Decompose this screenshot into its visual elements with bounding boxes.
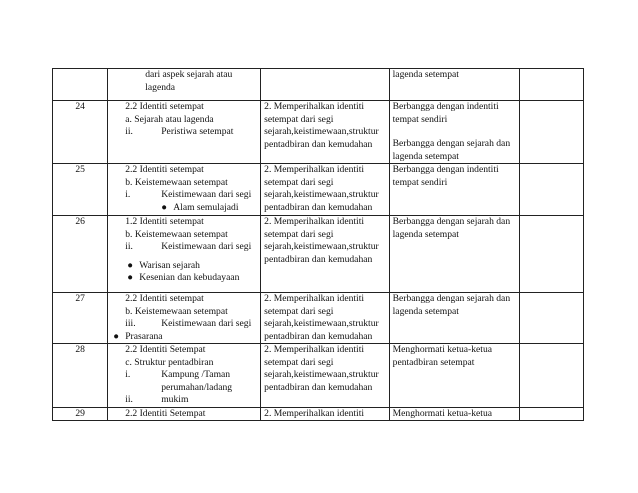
table-row [53,164,584,216]
week-number-cell [53,69,108,101]
skill-cell: 2. Memperihalkan identiti [261,407,390,421]
bullet-icon: ● [113,330,120,342]
value-cell: Berbangga dengan indentiti tempat sendiri Berbangga dengan sejarah dan lagenda setempat [389,101,520,164]
table-row [53,216,584,293]
table-row [53,101,584,164]
notes-cell [520,407,584,421]
value-cell: lagenda setempat [389,69,520,101]
table-row [53,407,584,421]
skill-cell: 2. Memperihalkan identiti setempat dari segi sejarah,keistimewaan,struktur pentadbiran dan kemudahan [261,101,390,164]
skill-cell: 2. Memperihalkan identiti setempat dari segi sejarah,keistimewaan,struktur pentadbiran dan kemudahan [261,164,390,216]
notes-cell [520,216,584,293]
curriculum-table [52,68,584,421]
value-cell: Berbangga dengan indentiti tempat sendiri [389,164,520,216]
content-cell: dari aspek sejarah atau lagenda [108,69,261,101]
value-cell: Berbangga dengan sejarah dan lagenda setempat [389,293,520,344]
week-number-cell: 26 [53,216,108,293]
content-cell: 2.2 Identiti Setempat [108,407,261,421]
week-number-cell: 25 [53,164,108,216]
content-cell: 2.2 Identiti Setempat c. Struktur pentadbiran i. Kampung /Taman perumahan/ladang ii. mukim [108,344,261,408]
table-row [53,344,584,408]
bullet-icon: ● [161,201,168,213]
value-cell: Menghormati ketua-ketua pentadbiran setempat [389,344,520,408]
week-number-cell: 29 [53,407,108,421]
skill-cell: 2. Memperihalkan identiti setempat dari segi sejarah,keistimewaan,struktur pentadbiran dan kemudahan [261,216,390,293]
notes-cell [520,164,584,216]
week-number-cell: 27 [53,293,108,344]
skill-cell [261,69,390,101]
table-row [53,293,584,344]
skill-cell: 2. Memperihalkan identiti setempat dari segi sejarah,keistimewaan,struktur pentadbiran dan kemudahan [261,344,390,408]
value-cell: Berbangga dengan sejarah dan lagenda setempat [389,216,520,293]
content-cell: 1.2 Identiti setempat b. Keistemewaan setempat ii. Keistimewaan dari segi ● Warisan sejarah ● Kesenian dan kebudayaan [108,216,261,293]
content-cell: 2.2 Identiti setempat b. Keistemewaan setempat iii. Keistimewaan dari segi ● Prasarana [108,293,261,344]
notes-cell [520,101,584,164]
content-cell: 2.2 Identiti setempat b. Keistemewaan setempat i. Keistimewaan dari segi ● Alam semulajadi [108,164,261,216]
skill-cell: 2. Memperihalkan identiti setempat dari segi sejarah,keistimewaan,struktur pentadbiran dan kemudahan [261,293,390,344]
week-number-cell: 28 [53,344,108,408]
bullet-icon: ● [127,259,134,271]
week-number-cell: 24 [53,101,108,164]
notes-cell [520,69,584,101]
content-cell: 2.2 Identiti setempat a. Sejarah atau lagenda ii. Peristiwa setempat [108,101,261,164]
value-cell: Menghormati ketua-ketua [389,407,520,421]
notes-cell [520,344,584,408]
bullet-icon: ● [127,272,134,283]
table-row [53,69,584,101]
notes-cell [520,293,584,344]
